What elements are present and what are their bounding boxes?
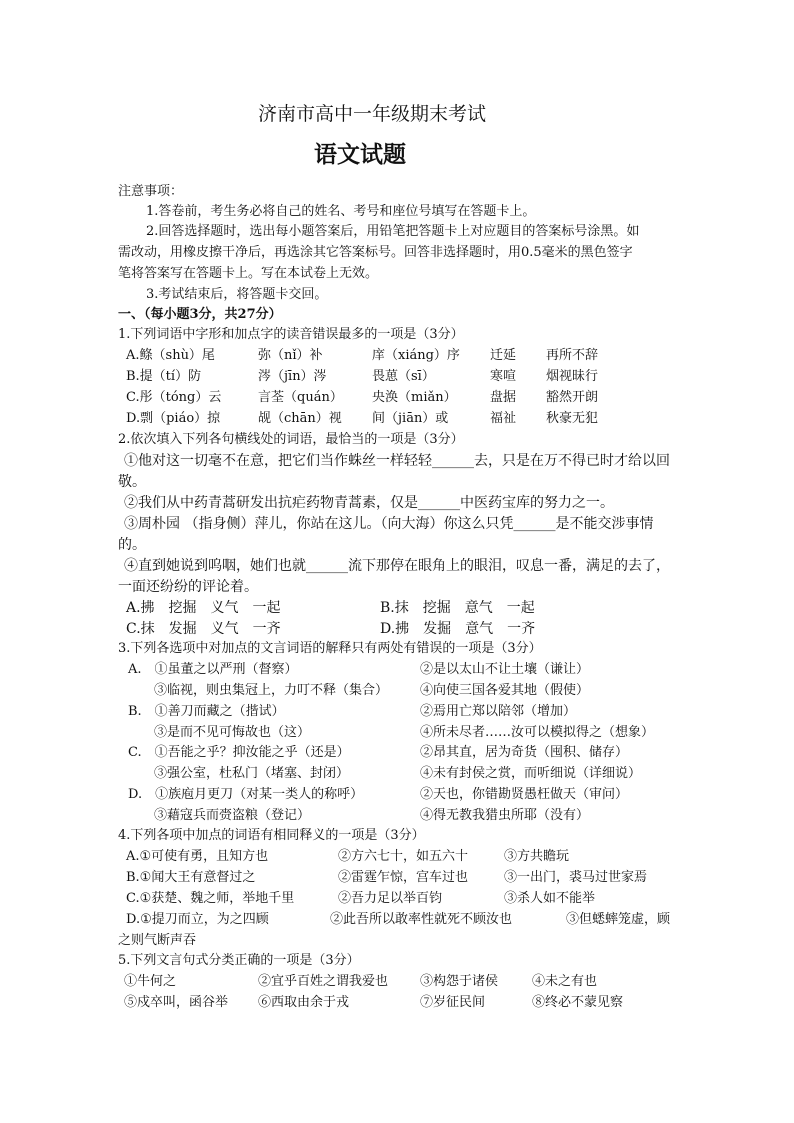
q4-option-d: ③但蟋蟀笼虚，顾: [566, 912, 671, 927]
option-cell: 央涣（miǎn）: [372, 390, 457, 405]
q3-option-a: ②是以太山不让土壤（谦让）: [420, 662, 590, 677]
option-cell: 烟视昧行: [546, 369, 599, 384]
q3-option-b: ③是而不见可悔故也（这）: [154, 725, 311, 740]
option-cell: D.剽（piáo）掠: [126, 411, 221, 426]
q5-item: ⑦岁征民间: [420, 995, 486, 1010]
notice-item: 笔将答案写在答题卡上。写在本试卷上无效。: [118, 266, 379, 281]
q5-item: ⑧终必不蒙见察: [532, 995, 624, 1010]
notice-item: 2.回答选择题时，选出每小题答案后，用铅笔把答题卡上对应题目的答案标号涂黑。如: [146, 224, 640, 239]
notice-item: 1.答卷前，考生务必将自己的姓名、考号和座位号填写在答题卡上。: [146, 204, 536, 219]
option-cell: 寒喧: [490, 369, 517, 384]
option-cell: 福祉: [490, 411, 517, 426]
option-cell: 迁延: [490, 348, 517, 363]
question-stem: 1.下列词语中字形和加点字的读音错误最多的一项是（3分）: [118, 327, 464, 342]
option-cell: 庠（xiáng）序: [372, 348, 460, 363]
option-cell: 言荃（quán）: [258, 390, 343, 405]
option-cell: B.提（tí）防: [126, 369, 202, 384]
q3-option-c: C. ①吾能之乎？抑汝能之乎（还是）: [128, 745, 350, 760]
question-sentence: ②我们从中药青蒿研发出抗疟药物青蒿素，仅是______中医药宝库的努力之一。: [124, 495, 614, 511]
question-stem: 2.依次填入下列各句横线处的词语，最恰当的一项是（3分）: [118, 432, 464, 447]
question-stem: 3.下列各选项中对加点的文言词语的解释只有两处有错误的一项是（3分）: [118, 641, 542, 656]
q2-option-b: B.抹 挖掘 意气 一起: [380, 600, 535, 616]
q4-option-d: D.①提刀而立，为之四顾: [126, 912, 269, 927]
q4-option-b: B.①闻大王有意督过之: [126, 870, 256, 885]
q3-option-d: ④得无教我猎虫所耶（没有）: [420, 808, 590, 823]
q4-option-a: ②方六七十，如五六十: [338, 849, 469, 864]
question-sentence: 一面还纷纷的评论着。: [118, 579, 258, 595]
q2-option-a: A.拂 挖掘 义气 一起: [126, 600, 281, 616]
section-heading: 一、（每小题3分，共27分）: [118, 307, 282, 322]
option-cell: 觇（chān）视: [258, 411, 342, 426]
question-sentence: ①他对这一切毫不在意，把它们当作蛛丝一样轻轻______去，只是在万不得已时才给以回: [124, 453, 670, 469]
page-title: 济南市高中一年级期末考试: [258, 103, 487, 125]
q2-option-d: D.拂 发掘 意气 一齐: [380, 621, 536, 637]
question-sentence: 敬。: [118, 474, 146, 490]
q4-option-c: C.①获楚、魏之师，举地千里: [126, 891, 295, 906]
q4-option-b: ③一出门，裘马过世家焉: [504, 870, 648, 885]
q5-item: ②宜乎百姓之谓我爱也: [258, 974, 389, 989]
option-cell: 涔（jīn）涔: [258, 369, 327, 384]
q4-option-b: ②雷霆乍惊，宫车过也: [338, 870, 469, 885]
option-cell: 秋豪无犯: [546, 411, 599, 426]
q3-option-b: ②焉用亡郑以陪邻（增加）: [420, 704, 577, 719]
notice-heading: 注意事项：: [118, 184, 184, 199]
q3-option-b: ④所未尽者……汝可以模拟得之（想象）: [420, 725, 655, 740]
q5-item: ⑤戍卒叫，函谷举: [124, 995, 229, 1010]
option-cell: C.彤（tóng）云: [126, 390, 222, 405]
option-cell: 间（jiān）或: [372, 411, 449, 426]
q5-item: ①牛何之: [124, 974, 177, 989]
q4-option-d: 之则气断声吞: [118, 933, 197, 948]
q3-option-d: ③藉寇兵而赍盗粮（登记）: [154, 808, 311, 823]
question-sentence: ④直到她说到呜咽，她们也就______流下那停在眼角上的眼泪，叹息一番，满足的去了，: [124, 558, 670, 574]
question-sentence: 的。: [118, 537, 146, 553]
notice-item: 3.考试结束后，将答题卡交回。: [146, 287, 328, 302]
q3-option-b: B. ①善刀而藏之（揩试）: [128, 704, 285, 719]
option-cell: 弥（nǐ）补: [258, 348, 323, 363]
question-stem: 5.下列文言句式分类正确的一项是（3分）: [118, 953, 360, 968]
q5-item: ⑥西取由余于戎: [258, 995, 350, 1010]
option-cell: A.鲦（shù）尾: [126, 348, 215, 363]
q3-option-a: ④向使三国各爱其地（假使）: [420, 683, 590, 698]
question-stem: 4.下列各项中加点的词语有相同释义的一项是（3分）: [118, 828, 425, 843]
option-cell: 再所不辞: [546, 348, 599, 363]
q5-item: ③构怨于诸侯: [420, 974, 499, 989]
page-subtitle: 语文试题: [314, 141, 406, 168]
q3-option-d: D. ①族庖月更刀（对某一类人的称呼）: [128, 787, 364, 802]
q3-option-c: ④未有封侯之赏，而听细说（详细说）: [420, 766, 642, 781]
q3-option-a: A. ①虽董之以严刑（督察）: [128, 662, 298, 677]
option-cell: 畏葸（sī）: [372, 369, 435, 384]
notice-item: 需改动，用橡皮擦干净后，再选涂其它答案标号。回答非选择题时，用0.5毫米的黑色签字: [118, 245, 633, 260]
q4-option-c: ②吾力足以举百钧: [338, 891, 443, 906]
q3-option-c: ②昂其直，居为奇货（囤积、储存）: [420, 745, 629, 760]
q4-option-c: ③杀人如不能举: [504, 891, 596, 906]
q2-option-c: C.抹 发掘 义气 一齐: [126, 621, 281, 637]
q4-option-d: ②此吾所以敢率性就死不顾汝也: [330, 912, 513, 927]
q5-item: ④未之有也: [532, 974, 598, 989]
option-cell: 豁然开朗: [546, 390, 599, 405]
option-cell: 盘据: [490, 390, 517, 405]
question-sentence: ③周朴园 （指身侧）萍儿，你站在这儿。（向大海）你这么只凭______是不能交涉事情: [124, 516, 654, 532]
q4-option-a: ③方共瞻玩: [504, 849, 570, 864]
q3-option-d: ②天也，你错勘贤愚枉做天（审问）: [420, 787, 629, 802]
q3-option-a: ③临视，则虫集冠上，力叮不释（集合）: [154, 683, 389, 698]
q4-option-a: A.①可使有勇，且知方也: [126, 849, 269, 864]
q3-option-c: ③强公室，杜私门（堵塞、封闭）: [154, 766, 350, 781]
